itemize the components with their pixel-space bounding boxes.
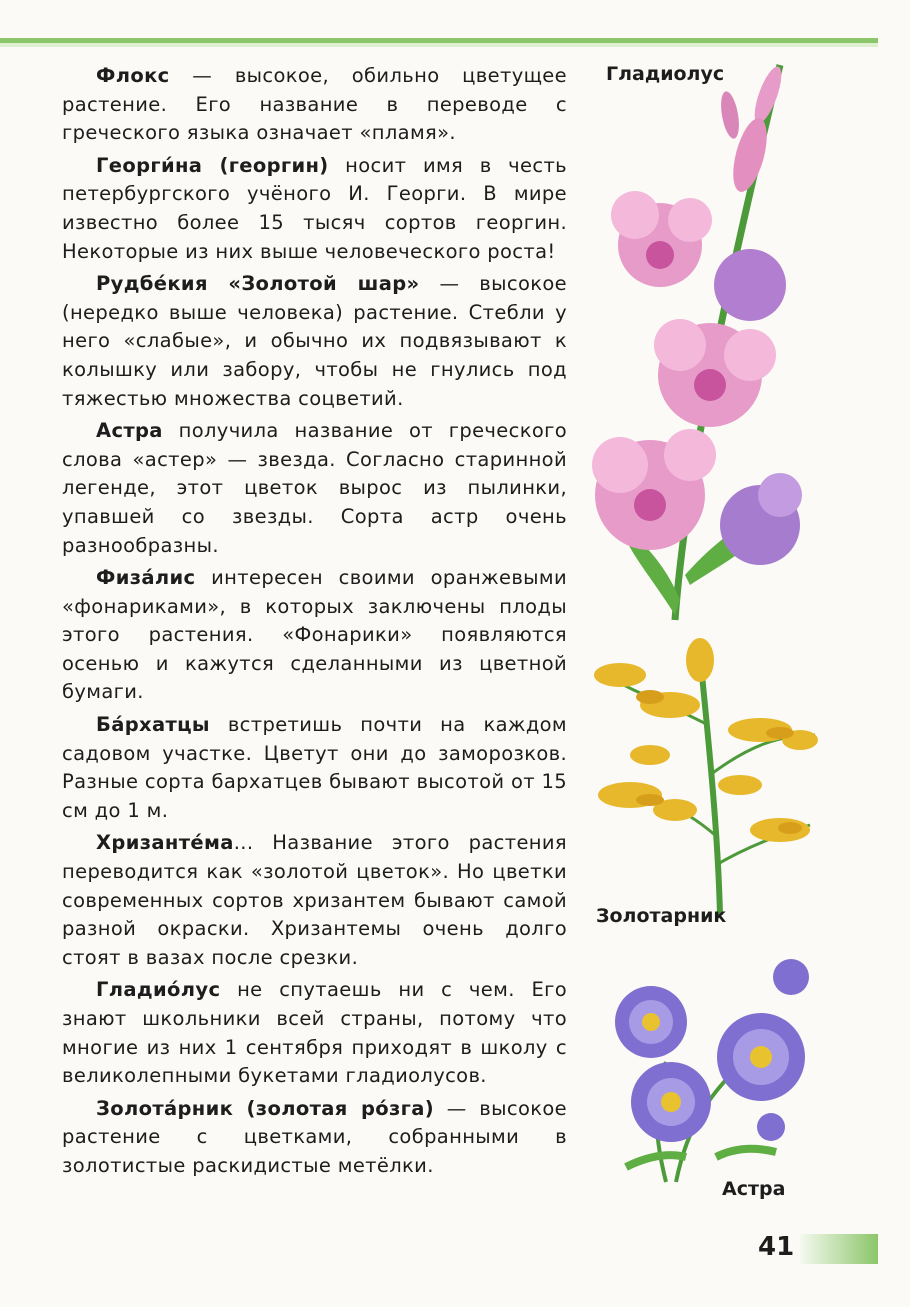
paragraph-text: встретишь почти на каждом садовом участке. Цветут они до заморозков. Разные сорта бархатцев бывают высотой от 15 см до 1 м. [62, 713, 568, 822]
paragraph-dahlia [62, 152, 567, 266]
paragraph-phlox [62, 62, 567, 148]
term-physalis: Физа́лис [96, 566, 196, 590]
term-dahlia: Георги́на (георгин) [96, 153, 329, 177]
aster-illustration [596, 952, 816, 1187]
term-chrysanthemum: Хризанте́ма [96, 831, 234, 855]
paragraph-text: — высокое растение с цветками, собранными в золотистые раскидистые метёлки. [62, 1096, 567, 1177]
paragraph-text: — высокое, обильно цветущее растение. Его название в переводе с греческого языка означает «пламя». [62, 64, 567, 145]
paragraph-text: ... Название этого растения переводится как «золотой цветок». Но цветки современных сортов хризантем бывают самой разной окраски. Хризантемы очень долго стоят в вазах после срезки. [62, 831, 567, 969]
paragraph-gladiolus [62, 976, 567, 1090]
paragraph-text: носит имя в честь петербургского учёного И. Георги. В мире известно более 15 тысяч сортов георгин. Некоторые из них выше человеческого роста! [62, 153, 567, 263]
paragraph-goldenrod [62, 1095, 567, 1181]
caption-gladiolus: Гладиолус [606, 63, 725, 85]
paragraph-rudbeckia [62, 270, 567, 413]
main-text [62, 62, 567, 1185]
paragraph-text: интересен своими оранжевыми «фонариками», в которых заключены плоды этого растения. «Фонарики» появляются осенью и кажутся сделанными из цветной бумаги. [62, 566, 567, 704]
term-gladiolus: Гладио́лус [96, 978, 221, 1002]
term-aster: Астра [96, 419, 163, 443]
page-number: 41 [758, 1232, 795, 1262]
term-marigold: Ба́рхатцы [96, 713, 210, 737]
goldenrod-illustration [590, 635, 825, 920]
paragraph-aster [62, 417, 567, 560]
paragraph-text: получила название от греческого слова «астер» — звезда. Согласно старинной легенде, этот цветок вырос из пылинки, упавшей со звезды. Сорта астр очень разнообразны. [62, 419, 567, 557]
paragraph-text: не спутаешь ни с чем. Его знают школьники всей страны, потому что многие из них 1 сентября приходят в школу с великолепными букетами гладиолусов. [62, 978, 567, 1088]
caption-goldenrod: Золотарник [596, 905, 727, 927]
gladiolus-illustration [590, 55, 820, 625]
paragraph-marigold [62, 711, 567, 825]
top-divider [0, 38, 878, 47]
page-number-bar [800, 1234, 878, 1264]
term-goldenrod: Золота́рник (золотая ро́зга) [96, 1096, 434, 1120]
paragraph-physalis [62, 564, 567, 707]
paragraph-text: — высокое (нередко выше человека) растение. Стебли у него «слабые», и обычно их подвязывают к колышку или забору, чтобы не гнулись под тяжестью множества соцветий. [62, 272, 567, 410]
caption-aster: Астра [722, 1178, 786, 1200]
paragraph-chrysanthemum [62, 829, 567, 972]
term-phlox: Флокс [96, 64, 170, 87]
term-rudbeckia: Рудбе́кия «Золотой шар» [96, 272, 420, 296]
